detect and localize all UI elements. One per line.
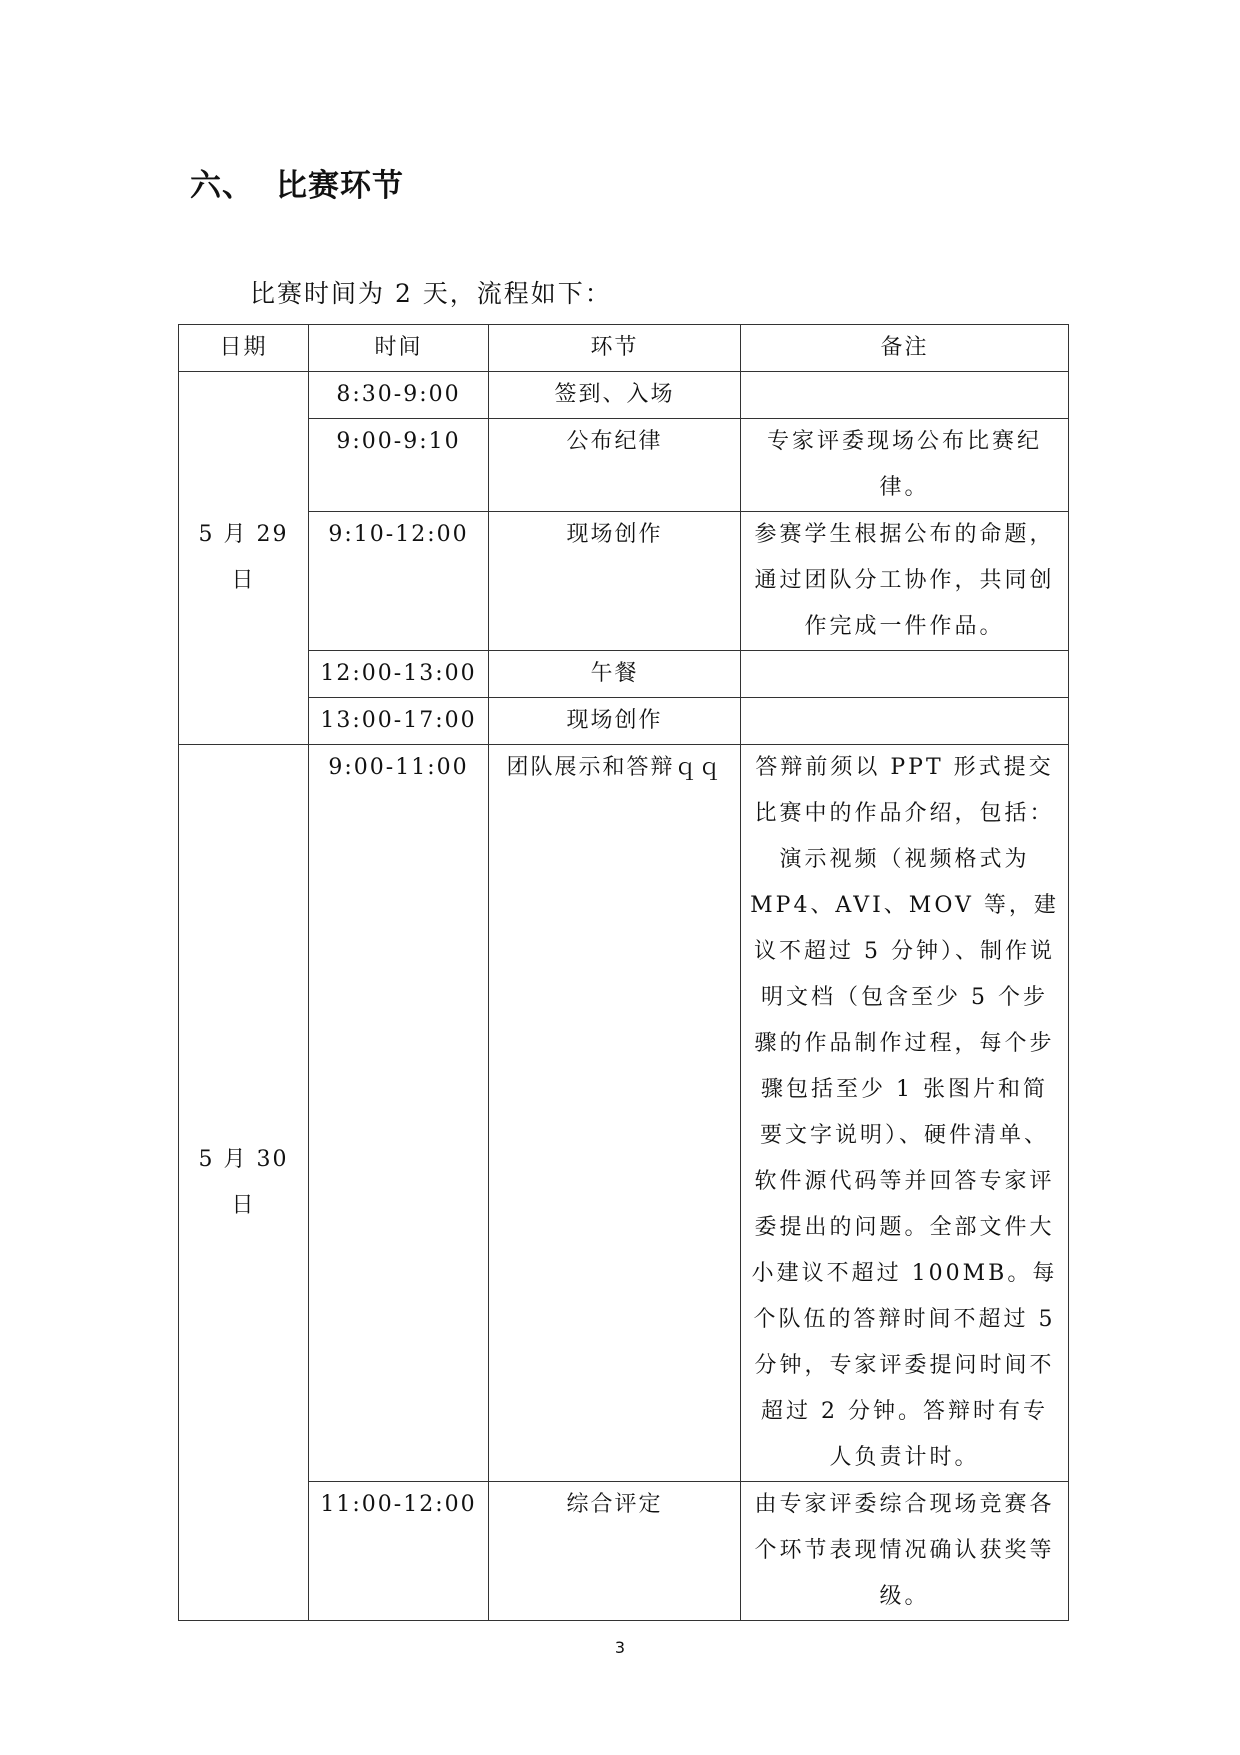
time-cell: 11:00-12:00: [309, 1482, 489, 1621]
session-cell: 午餐: [489, 651, 741, 698]
time-cell: 13:00-17:00: [309, 698, 489, 745]
table-row: [179, 372, 1069, 419]
header-session: 环节: [489, 325, 741, 372]
section-title: 比赛环节: [276, 168, 404, 204]
time-cell: 9:00-9:10: [309, 419, 489, 512]
note-cell: [741, 651, 1069, 698]
section-heading: [190, 160, 404, 205]
date-cell: 5 月 29 日: [179, 372, 309, 745]
section-number: 六、: [190, 168, 254, 204]
note-cell: 由专家评委综合现场竞赛各个环节表现情况确认获奖等级。: [741, 1482, 1069, 1621]
header-date: 日期: [179, 325, 309, 372]
time-cell: 9:10-12:00: [309, 512, 489, 651]
intro-text: 比赛时间为 2 天，流程如下：: [250, 279, 612, 308]
header-time: 时间: [309, 325, 489, 372]
table-row: [179, 745, 1069, 1482]
table-row: [179, 651, 1069, 698]
session-cell: 团队展示和答辩ｑｑ: [489, 745, 741, 1482]
time-cell: 12:00-13:00: [309, 651, 489, 698]
note-cell: 参赛学生根据公布的命题，通过团队分工协作，共同创作完成一件作品。: [741, 512, 1069, 651]
time-cell: 9:00-11:00: [309, 745, 489, 1482]
note-cell: 答辩前须以 PPT 形式提交比赛中的作品介绍，包括：演示视频（视频格式为 MP4、AVI、MOV 等，建议不超过 5 分钟）、制作说明文档（包含至少 5 个步骤的作品制作过程，每个步骤包括至少 1 张图片和简要文字说明）、硬件清单、软件源代码等并回答专家评委提出的问题。全部文件大小建议不超过 100MB。每个队伍的答辩时间不超过 5 分钟，专家评委提问时间不超过 2 分钟。答辩时有专人负责计时。: [741, 745, 1069, 1482]
date-cell: 5 月 30 日: [179, 745, 309, 1621]
session-cell: 签到、入场: [489, 372, 741, 419]
table-row: [179, 512, 1069, 651]
page-number: 3: [614, 1638, 626, 1657]
note-cell: [741, 372, 1069, 419]
session-cell: 现场创作: [489, 698, 741, 745]
table-header-row: [179, 325, 1069, 372]
table-row: [179, 698, 1069, 745]
header-note: 备注: [741, 325, 1069, 372]
session-cell: 综合评定: [489, 1482, 741, 1621]
session-cell: 现场创作: [489, 512, 741, 651]
note-cell: 专家评委现场公布比赛纪律。: [741, 419, 1069, 512]
schedule-table: [178, 324, 1069, 1621]
table-row: [179, 1482, 1069, 1621]
time-cell: 8:30-9:00: [309, 372, 489, 419]
note-cell: [741, 698, 1069, 745]
session-cell: 公布纪律: [489, 419, 741, 512]
table-row: [179, 419, 1069, 512]
